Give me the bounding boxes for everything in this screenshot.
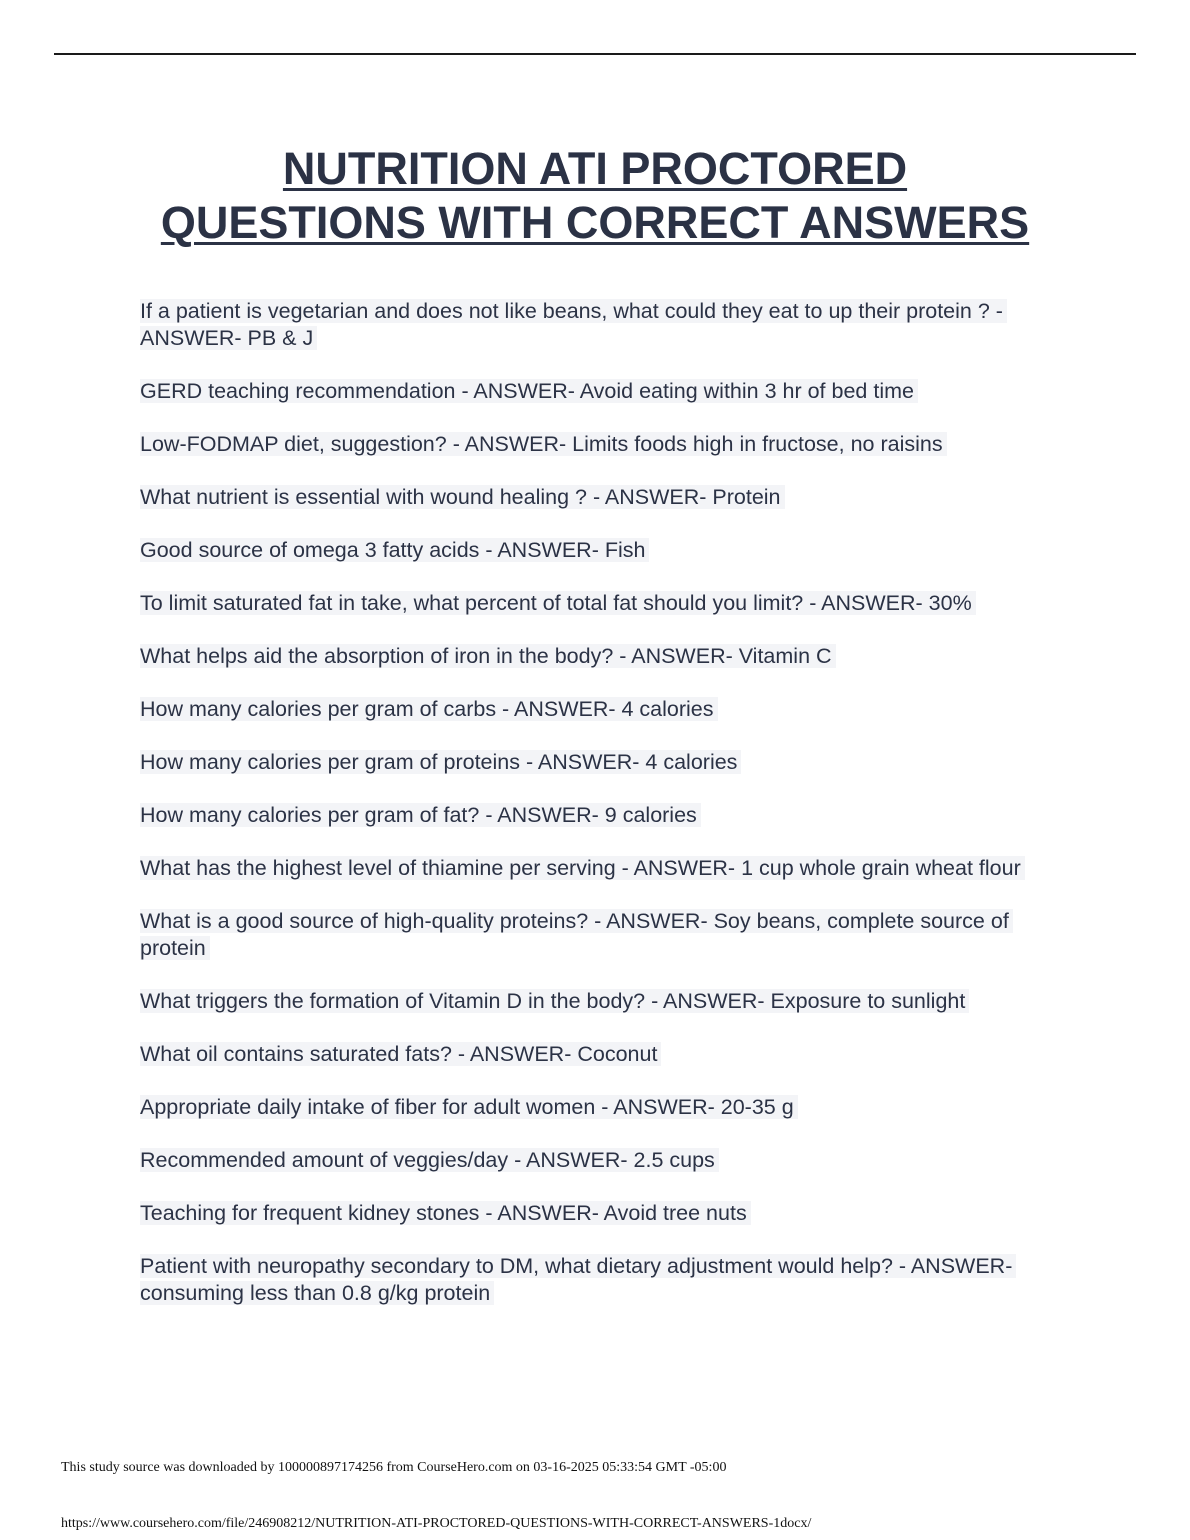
qa-text: How many calories per gram of fat? - ANSWER- 9 calories	[140, 803, 701, 827]
qa-text: What oil contains saturated fats? - ANSWER- Coconut	[140, 1042, 661, 1066]
qa-item	[140, 1147, 1060, 1174]
qa-item	[140, 643, 1060, 670]
qa-text: GERD teaching recommendation - ANSWER- Avoid eating within 3 hr of bed time	[140, 379, 918, 403]
source-url: https://www.coursehero.com/file/246908212/NUTRITION-ATI-PROCTORED-QUESTIONS-WITH-CORRECT-ANSWERS-1docx/	[61, 1516, 812, 1531]
qa-text: How many calories per gram of carbs - ANSWER- 4 calories	[140, 697, 718, 721]
qa-text: Recommended amount of veggies/day - ANSWER- 2.5 cups	[140, 1148, 719, 1172]
qa-item	[140, 378, 1060, 405]
qa-text: What has the highest level of thiamine per serving - ANSWER- 1 cup whole grain wheat flour	[140, 856, 1025, 880]
qa-text: What is a good source of high-quality proteins? - ANSWER- Soy beans, complete source of protein	[140, 909, 1013, 960]
qa-text: Teaching for frequent kidney stones - ANSWER- Avoid tree nuts	[140, 1201, 751, 1225]
qa-text: To limit saturated fat in take, what percent of total fat should you limit? - ANSWER- 30%	[140, 591, 976, 615]
document-title	[100, 142, 1090, 250]
qa-item	[140, 1094, 1060, 1121]
qa-item	[140, 908, 1060, 962]
qa-item	[140, 855, 1060, 882]
qa-text: What helps aid the absorption of iron in the body? - ANSWER- Vitamin C	[140, 644, 836, 668]
title-line-1: NUTRITION ATI PROCTORED	[282, 143, 908, 194]
qa-list	[140, 298, 1060, 1333]
qa-item	[140, 431, 1060, 458]
qa-item	[140, 1041, 1060, 1068]
qa-item	[140, 1200, 1060, 1227]
qa-item	[140, 749, 1060, 776]
qa-text: Patient with neuropathy secondary to DM, what dietary adjustment would help? - ANSWER- consuming less than 0.8 g/kg protein	[140, 1254, 1016, 1305]
qa-item	[140, 696, 1060, 723]
qa-item	[140, 537, 1060, 564]
qa-item	[140, 988, 1060, 1015]
qa-text: Appropriate daily intake of fiber for adult women - ANSWER- 20-35 g	[140, 1095, 798, 1119]
title-line-2: QUESTIONS WITH CORRECT ANSWERS	[160, 197, 1030, 248]
qa-item	[140, 484, 1060, 511]
qa-text: Low-FODMAP diet, suggestion? - ANSWER- Limits foods high in fructose, no raisins	[140, 432, 947, 456]
qa-text: Good source of omega 3 fatty acids - ANSWER- Fish	[140, 538, 649, 562]
qa-item	[140, 802, 1060, 829]
top-rule	[54, 53, 1136, 55]
qa-item	[140, 298, 1060, 352]
qa-text: What triggers the formation of Vitamin D in the body? - ANSWER- Exposure to sunlight	[140, 989, 969, 1013]
qa-item	[140, 590, 1060, 617]
qa-text: What nutrient is essential with wound healing ? - ANSWER- Protein	[140, 485, 785, 509]
qa-text: How many calories per gram of proteins - ANSWER- 4 calories	[140, 750, 741, 774]
qa-item	[140, 1253, 1060, 1307]
qa-text: If a patient is vegetarian and does not like beans, what could they eat to up their protein ? - ANSWER- PB & J	[140, 299, 1007, 350]
download-source-note: This study source was downloaded by 100000897174256 from CourseHero.com on 03-16-2025 05:33:54 GMT -05:00	[61, 1460, 727, 1475]
